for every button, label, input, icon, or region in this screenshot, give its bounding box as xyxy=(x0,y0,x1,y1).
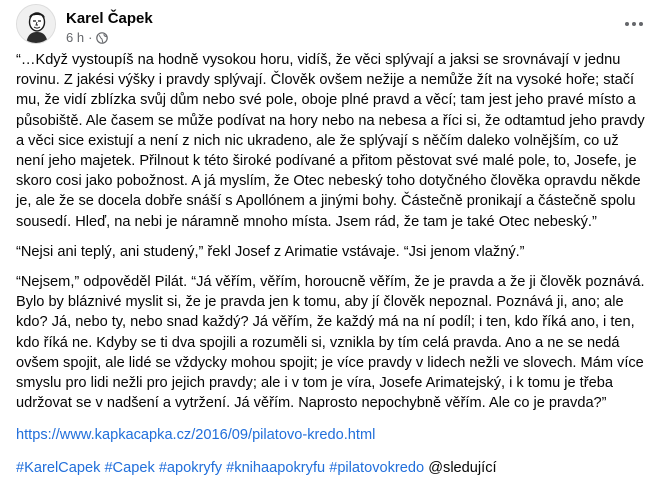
post-body xyxy=(16,50,650,478)
hashtag-knihaapokryfu[interactable]: #knihaapokryfu xyxy=(226,459,326,476)
post-paragraph-1: “…Když vystoupíš na hodně vysokou horu, vidíš, že věci splývají a jaksi se srovnávají v jednu rovinu. Z jakési výšky i pravdy splývají. Člověk ovšem nežije a nemůže žít na vysoké hoře; stačí mu, že vidí zblízka svůj dům nebo své pole, oboje plné pravd a věcí; tam jest jeho pravé místo a působiště. Ale časem se může podívat na hory nebo na nebesa a říci si, že odtamtud jeho pravdy a věci sice existují a není z nich nic ukradeno, ale že splývají s něčím daleko volnějším, co už není jeho majetek. Přilnout k této široké podívané a přitom pěstovat své malé pole, to, Josefe, je skoro cosi jako pobožnost. A já myslím, že Otec nebeský toho dotyčného člověka opravdu někde je, ale že se docela dobře snáší s Apollónem a jinými bohy. Částečně pronikají a částečně spolu sousedí. Hleď, na nebi je náramně mnoho místa. Jsem rád, že tam je také Otec nebeský.” xyxy=(16,52,645,230)
post-meta xyxy=(66,30,108,45)
more-options-button[interactable] xyxy=(618,8,650,40)
more-options-icon xyxy=(624,21,644,27)
post-paragraph-2: “Nejsi ani teplý, ani studený,” řekl Josef z Arimatie vstávaje. “Jsi jenom vlažný.” xyxy=(16,243,525,260)
post-link[interactable]: https://www.kapkacapka.cz/2016/09/pilatovo-kredo.html xyxy=(16,427,376,444)
post-time[interactable]: 6 h xyxy=(66,30,85,45)
mention-followers[interactable]: @sledující xyxy=(428,459,497,476)
hashtag-pilatovokredo[interactable]: #pilatovokredo xyxy=(329,459,425,476)
author-avatar[interactable] xyxy=(16,4,56,44)
post-header xyxy=(16,4,650,44)
globe-icon[interactable] xyxy=(96,32,108,44)
hashtag-karelcapek[interactable]: #KarelCapek xyxy=(16,459,101,476)
hashtag-apokryfy[interactable]: #apokryfy xyxy=(158,459,223,476)
post-paragraph-3: “Nejsem,” odpověděl Pilát. “Já věřím, věřím, horoucně věřím, že je pravda a že ji člověk poznává. Bylo by bláznivé myslit si, že je pravda jen k tomu, aby jí člověk nepoznal. Poznává ji, ano; ale kdo? Já, nebo ty, nebo snad každý? Já věřím, že každý má na ní podíl; i ten, kdo říká ano, i ten, kdo říká ne. Kdyby se ti dva spojili a rozuměli si, vznikla by tím celá pravda. Ano a ne se nedá ovšem spojit, ale lidé se vždycky mohou spojit; je více pravdy v lidech nežli ve slovech. Mám více smyslu pro lidi nežli pro jejich pravdy; ale i v tom je víra, Josefe Arimatejský, i k tomu je třeba udržovat se v nadšení a vytržení. Já věřím. Naprosto nepochybně věřím. Ale co je pravda?” xyxy=(16,274,645,412)
author-name[interactable]: Karel Čapek xyxy=(66,10,153,27)
hashtag-capek[interactable]: #Capek xyxy=(104,459,155,476)
meta-separator: · xyxy=(88,30,93,45)
author-portrait-icon xyxy=(17,5,56,44)
